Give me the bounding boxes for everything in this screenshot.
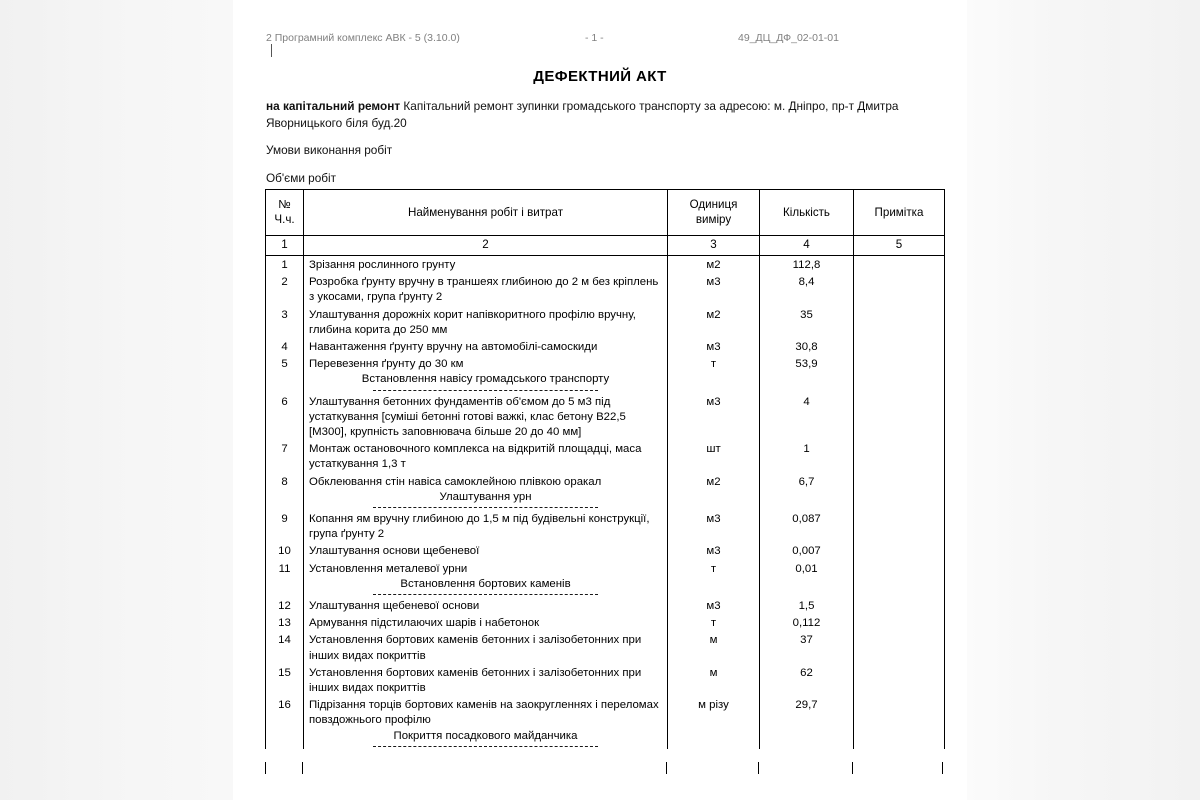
table-section-title: Улаштування урн [304,490,668,510]
table-section-qty-cell [760,490,854,510]
row-note [854,664,945,696]
table-section-title: Встановлення бортових каменів [304,577,668,597]
row-description: Установлення металевої урни [304,560,668,577]
row-number: 4 [266,338,304,355]
table-section-number-cell [266,577,304,597]
table-row [266,664,945,696]
row-unit: т [668,355,760,372]
table-section-title: Встановлення навісу громадського транспорту [304,372,668,392]
row-quantity: 6,7 [760,473,854,490]
col-header-unit-line2: виміру [695,213,732,226]
row-note [854,614,945,631]
page-title: ДЕФЕКТНИЙ АКТ [533,68,667,85]
running-head [233,31,967,45]
document-subtitle-text: Капітальний ремонт зупинки громадського транспорту за адресою: м. Дніпро, пр-т Дмитра Яворницького біля буд.20 [266,99,899,130]
table-row [266,338,945,355]
row-description: Армування підстилаючих шарів і набетонок [304,614,668,631]
row-note [854,306,945,338]
row-number: 9 [266,510,304,542]
row-description: Копання ям вручну глибиною до 1,5 м під будівельні конструкції, група ґрунту 2 [304,510,668,542]
row-unit: м2 [668,256,760,274]
table-row [266,631,945,663]
row-note [854,631,945,663]
page-gutter-left [0,0,233,800]
row-unit: м різу [668,696,760,728]
column-number-3: 3 [668,236,760,256]
running-head-center: - 1 - [585,32,604,44]
document-subtitle-emphasis: на капітальний ремонт [266,99,401,113]
row-note [854,560,945,577]
row-note [854,542,945,559]
row-unit: м3 [668,273,760,305]
row-number: 14 [266,631,304,663]
column-number-2: 2 [304,236,668,256]
row-unit: т [668,614,760,631]
row-number: 6 [266,393,304,441]
row-quantity: 29,7 [760,696,854,728]
running-head-right: 49_ДЦ_ДФ_02-01-01 [738,32,839,44]
row-description: Обклеювання стін навіса самоклейною плівкою оракал [304,473,668,490]
row-unit: шт [668,440,760,472]
row-note [854,597,945,614]
row-unit: т [668,560,760,577]
col-header-note: Примітка [854,190,945,236]
col-header-description: Найменування робіт і витрат [304,190,668,236]
row-number: 11 [266,560,304,577]
row-description: Улаштування дорожніх корит напівкоритного профілю вручну, глибина корита до 250 мм [304,306,668,338]
row-quantity: 62 [760,664,854,696]
column-number-5: 5 [854,236,945,256]
col-header-number-line2: Ч.ч. [274,213,295,226]
row-description: Зрізання рослинного грунту [304,256,668,274]
row-note [854,473,945,490]
col-header-number [266,190,304,236]
row-description: Улаштування щебеневої основи [304,597,668,614]
works-table-head [266,190,945,236]
table-row [266,393,945,441]
works-table [265,189,945,749]
document-page [233,0,967,800]
row-note [854,256,945,274]
row-number: 5 [266,355,304,372]
table-row [266,696,945,728]
row-quantity: 37 [760,631,854,663]
row-description: Установлення бортових каменів бетонних і залізобетонних при інших видах покриттів [304,631,668,663]
row-number: 12 [266,597,304,614]
row-quantity: 0,007 [760,542,854,559]
row-description: Навантаження ґрунту вручну на автомобілі-самоскиди [304,338,668,355]
row-number: 1 [266,256,304,274]
table-section-number-cell [266,729,304,749]
row-quantity: 0,087 [760,510,854,542]
row-unit: м2 [668,306,760,338]
table-section-unit-cell [668,372,760,392]
row-unit: м [668,664,760,696]
table-header-row [266,190,945,236]
table-section-rule [373,507,598,508]
table-row [266,355,945,372]
row-number: 2 [266,273,304,305]
row-quantity: 30,8 [760,338,854,355]
row-note [854,355,945,372]
table-section-unit-cell [668,577,760,597]
table-row [266,440,945,472]
row-quantity: 0,01 [760,560,854,577]
table-row [266,560,945,577]
table-section-qty-cell [760,577,854,597]
table-section-unit-cell [668,490,760,510]
conditions-label: Умови виконання робіт [266,143,393,157]
table-row [266,256,945,274]
table-row [266,614,945,631]
row-description: Установлення бортових каменів бетонних і залізобетонних при інших видах покриттів [304,664,668,696]
table-row [266,306,945,338]
table-section-rule [373,746,598,747]
row-unit: м [668,631,760,663]
row-note [854,696,945,728]
row-note [854,510,945,542]
col-header-unit-line1: Одиниця [689,198,738,211]
row-number: 16 [266,696,304,728]
table-section-row [266,490,945,510]
table-row [266,273,945,305]
row-note [854,338,945,355]
row-unit: м3 [668,542,760,559]
table-row [266,597,945,614]
table-section-number-cell [266,372,304,392]
page-gutter-right [967,0,1200,800]
row-unit: м2 [668,473,760,490]
running-head-left: 2 Програмний комплекс АВК - 5 (3.10.0) [266,32,460,44]
table-section-qty-cell [760,372,854,392]
row-quantity: 35 [760,306,854,338]
table-section-rule [373,390,598,391]
row-description: Монтаж остановочного комплекса на відкритій площадці, маса устаткування 1,3 т [304,440,668,472]
row-description: Улаштування основи щебеневої [304,542,668,559]
table-section-note-cell [854,577,945,597]
row-quantity: 112,8 [760,256,854,274]
row-quantity: 53,9 [760,355,854,372]
row-note [854,440,945,472]
row-unit: м3 [668,338,760,355]
column-number-row [266,236,945,256]
row-number: 8 [266,473,304,490]
column-number-4: 4 [760,236,854,256]
table-section-unit-cell [668,729,760,749]
table-section-note-cell [854,490,945,510]
row-quantity: 1,5 [760,597,854,614]
table-section-row [266,729,945,749]
row-quantity: 8,4 [760,273,854,305]
table-section-row [266,577,945,597]
row-description: Розробка ґрунту вручну в траншеях глибиною до 2 м без кріплень з укосами, група ґрунту 2 [304,273,668,305]
row-unit: м3 [668,393,760,441]
table-section-note-cell [854,372,945,392]
document-subtitle [266,98,911,132]
column-number-1: 1 [266,236,304,256]
volumes-label: Об'єми робіт [266,171,337,185]
col-header-quantity: Кількість [760,190,854,236]
row-note [854,273,945,305]
row-unit: м3 [668,510,760,542]
text-cursor-caret [271,44,272,57]
col-header-number-line1: № [278,198,291,211]
row-description: Підрізання торців бортових каменів на заокругленнях і переломах повздожнього профілю [304,696,668,728]
row-number: 13 [266,614,304,631]
row-note [854,393,945,441]
table-row [266,542,945,559]
works-table-body [266,236,945,749]
table-section-note-cell [854,729,945,749]
row-unit: м3 [668,597,760,614]
table-section-number-cell [266,490,304,510]
table-continuation-edges [265,762,944,774]
row-quantity: 4 [760,393,854,441]
row-quantity: 1 [760,440,854,472]
row-number: 10 [266,542,304,559]
table-section-qty-cell [760,729,854,749]
row-description: Перевезення ґрунту до 30 км [304,355,668,372]
row-number: 15 [266,664,304,696]
table-section-rule [373,594,598,595]
table-section-row [266,372,945,392]
row-number: 3 [266,306,304,338]
row-number: 7 [266,440,304,472]
row-quantity: 0,112 [760,614,854,631]
table-row [266,473,945,490]
col-header-unit [668,190,760,236]
row-description: Улаштування бетонних фундаментів об'ємом до 5 м3 під устаткування [суміші бетонні готові важкі, клас бетону В22,5 [М300], крупність заповнювача більше 20 до 40 мм] [304,393,668,441]
table-section-title: Покриття посадкового майданчика [304,729,668,749]
table-row [266,510,945,542]
